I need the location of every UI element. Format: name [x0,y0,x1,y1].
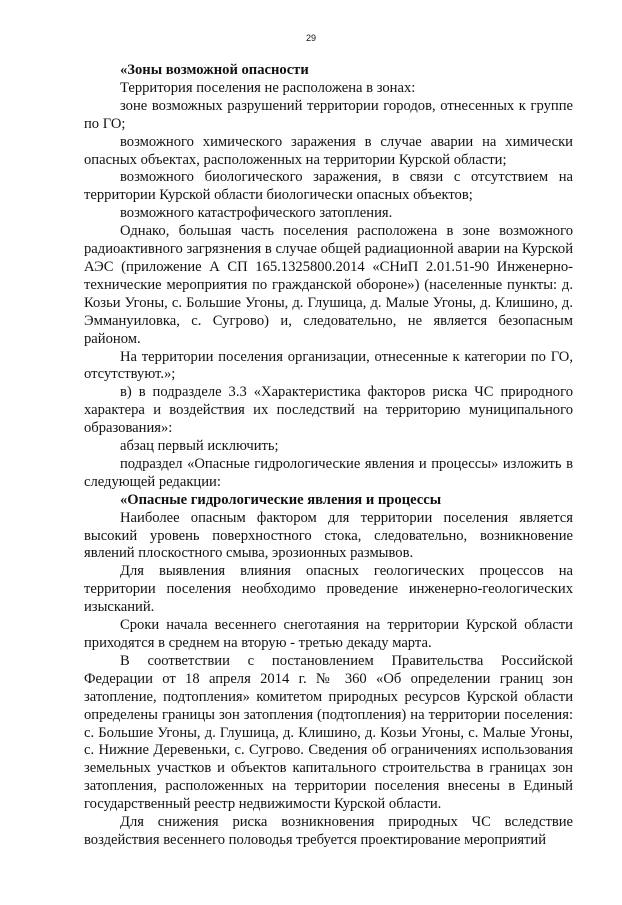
body-paragraph: зоне возможных разрушений территории городов, отнесенных к группе по ГО; [84,97,573,132]
section-heading: «Зоны возможной опасности [120,62,309,78]
body-paragraph: Территория поселения не расположена в зонах: [120,79,416,96]
page-number: 29 [305,33,316,43]
body-paragraph: Сроки начала весеннего снеготаяния на территории Курской области приходятся в среднем на вторую - третью декаду марта. [84,617,573,651]
body-paragraph: возможного катастрофического затопления. [120,205,393,222]
body-paragraph: Для выявления влияния опасных геологических процессов на территории поселения необходимо проведение инженерно-геологических изысканий. [84,563,573,616]
body-paragraph: в) в подразделе 3.3 «Характеристика факторов риска ЧС природного характера и воздействия их последствий на территорию муниципального образования»: [84,384,573,437]
document-body [84,62,573,850]
body-paragraph: подраздел «Опасные гидрологические явления и процессы» изложить в следующей редакции: [84,455,573,490]
body-paragraph: В соответствии с постановлением Правительства Российской Федерации от 18 апреля 2014 г. № 360 «Об определении границ зон затопление, подтопления» комитетом природных ресурсов Курской области определены границы зон затопления (подтопления) на территории поселения: с. Большие Угоны, д. Глушица, д. Клишино, д. Козьи Угоны, с. Малые Угоны, с. Нижние Деревеньки, с. Сугрово. Сведения об ограничениях использования земельных участков и объектов капитального строительства в границах зон затопления, расположенных на территории поселения внесены в Единый государственный реестр недвижимости Курской области. [84,652,573,813]
body-paragraph: Однако, большая часть поселения расположена в зоне возможного радиоактивного загрязнения в случае общей радиационной аварии на Курской АЭС (приложение А СП 165.1325800.2014 «СНиП 2.01.51-90 Инженерно-технические мероприятия по гражданской обороне») (населенные пункты: д. Козьи Угоны, с. Большие Угоны, д. Глушица, д. Малые Угоны, д. Клишино, д. Эммануиловка, с. Сугрово) и, следовательно, не является безопасным районом. [84,223,573,347]
section-heading: «Опасные гидрологические явления и процессы [120,491,442,508]
body-paragraph: возможного биологического заражения, в связи с отсутствием на территории Курской области биологически опасных объектов; [84,169,573,204]
body-paragraph: Для снижения риска возникновения природных ЧС вследствие воздействия весеннего половодья требуется проектирование мероприятий [84,814,573,848]
body-paragraph: Наиболее опасным фактором для территории поселения является высокий уровень поверхностного стока, следовательно, возникновение явлений плоскостного смыва, эрозионных размывов. [84,509,573,562]
body-paragraph: абзац первый исключить; [120,438,279,455]
body-paragraph: возможного химического заражения в случае аварии на химически опасных объектах, расположенных на территории Курской области; [84,133,573,168]
body-paragraph: На территории поселения организации, отнесенные к категории по ГО, отсутствуют.»; [84,348,573,383]
